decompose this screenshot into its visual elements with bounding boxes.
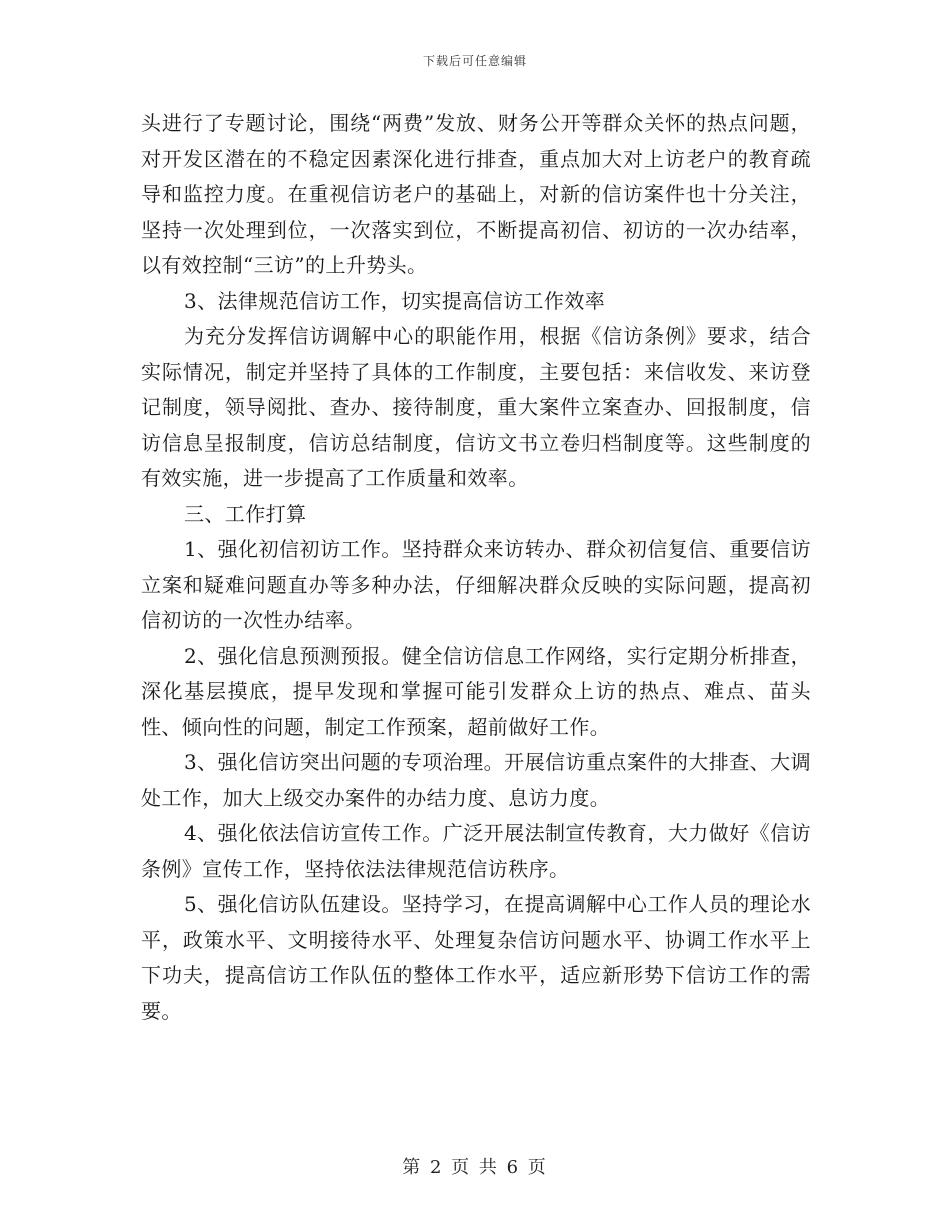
plan-item-5: 5、强化信访队伍建设。坚持学习，在提高调解中心工作人员的理论水平，政策水平、文明接待水平、处理复杂信访问题水平、协调工作水平上下功夫，提高信访工作队伍的整体工作水平，适应新形势下信访工作的需要。 (141, 892, 811, 1023)
plan-item-1: 1、强化初信初访工作。坚持群众来访转办、群众初信复信、重要信访立案和疑难问题直办等多种办法，仔细解决群众反映的实际问题，提高初信初访的一次性办结率。 (141, 537, 811, 632)
subheading-3: 3、法律规范信访工作，切实提高信访工作效率 (184, 288, 606, 313)
page-number: 第 2 页 共 6 页 (402, 1157, 548, 1178)
paragraph-1: 头进行了专题讨论，围绕“两费”发放、财务公开等群众关怀的热点问题，对开发区潜在的不稳定因素深化进行排查，重点加大对上访老户的教育疏导和监控力度。在重视信访老户的基础上，对新的信访案件也十分关注，坚持一次处理到位，一次落实到位，不断提高初信、初访的一次办结率，以有效控制“三访”的上升势头。 (141, 111, 811, 277)
section-heading-work-plan: 三、工作打算 (184, 501, 307, 526)
document-body (141, 106, 811, 1029)
plan-item-4: 4、强化依法信访宣传工作。广泛开展法制宣传教育，大力做好《信访条例》宣传工作，坚持依法法律规范信访秩序。 (141, 821, 811, 881)
page-header: 下载后可任意编辑 (422, 54, 527, 68)
paragraph-2: 为充分发挥信访调解中心的职能作用，根据《信访条例》要求，结合实际情况，制定并坚持了具体的工作制度，主要包括：来信收发、来访登记制度，领导阅批、查办、接待制度，重大案件立案查办、回报制度，信访信息呈报制度，信访总结制度，信访文书立卷归档制度等。这些制度的有效实施，进一步提高了工作质量和效率。 (141, 324, 811, 490)
plan-item-3: 3、强化信访突出问题的专项治理。开展信访重点案件的大排查、大调处工作，加大上级交办案件的办结力度、息访力度。 (141, 750, 811, 810)
plan-item-2: 2、强化信息预测预报。健全信访信息工作网络，实行定期分析排查，深化基层摸底，提早发现和掌握可能引发群众上访的热点、难点、苗头性、倾向性的问题，制定工作预案，超前做好工作。 (141, 643, 811, 739)
